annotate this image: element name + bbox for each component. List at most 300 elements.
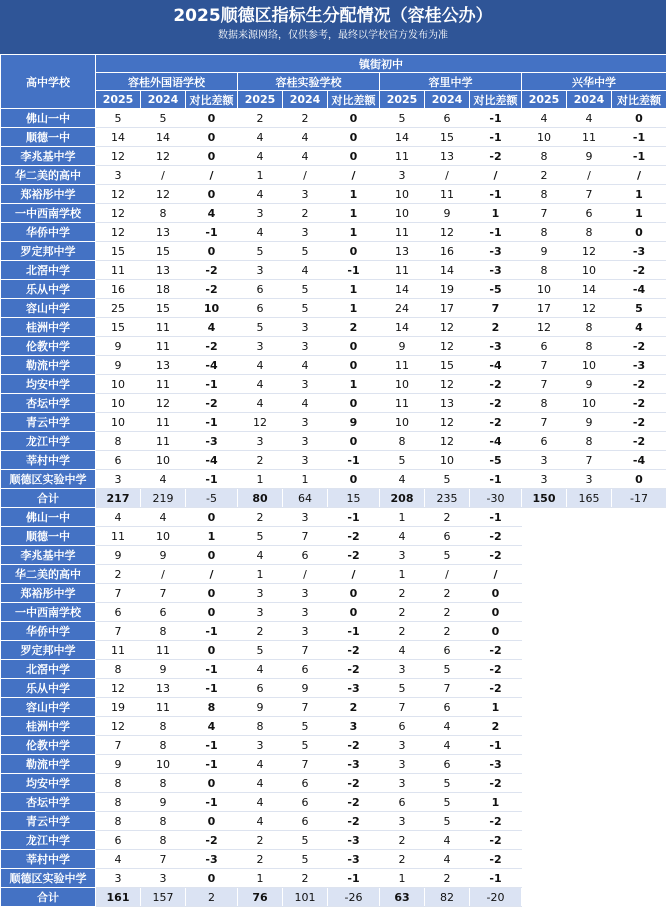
- value-cell: 2: [425, 622, 470, 641]
- empty-cell: [567, 527, 612, 546]
- diff-cell: -2: [328, 641, 380, 660]
- value-cell: 9: [567, 147, 612, 166]
- diff-header: 对比差额: [470, 91, 522, 109]
- diff-cell: 0: [186, 812, 238, 831]
- value-cell: 4: [141, 470, 186, 489]
- value-cell: 63: [380, 888, 425, 907]
- value-cell: 8: [141, 717, 186, 736]
- value-cell: 8: [567, 223, 612, 242]
- value-cell: 2: [380, 831, 425, 850]
- empty-cell: [567, 584, 612, 603]
- diff-cell: -1: [470, 508, 522, 527]
- diff-cell: 1: [328, 223, 380, 242]
- value-cell: 8: [238, 717, 283, 736]
- value-cell: 6: [283, 793, 328, 812]
- value-cell: 9: [96, 337, 141, 356]
- diff-cell: 0: [328, 356, 380, 375]
- school-name: 华二美的高中: [1, 565, 96, 584]
- value-cell: 2: [425, 508, 470, 527]
- value-cell: 12: [425, 413, 470, 432]
- value-cell: 4: [283, 261, 328, 280]
- school-name: 龙江中学: [1, 831, 96, 850]
- value-cell: 7: [522, 413, 567, 432]
- value-cell: 4: [425, 736, 470, 755]
- value-cell: 64: [283, 489, 328, 508]
- value-cell: 13: [141, 679, 186, 698]
- value-cell: 8: [522, 223, 567, 242]
- diff-cell: 0: [328, 109, 380, 128]
- diff-cell: -2: [470, 850, 522, 869]
- value-cell: 5: [425, 774, 470, 793]
- value-cell: 3: [96, 869, 141, 888]
- diff-cell: -2: [328, 660, 380, 679]
- value-cell: 8: [96, 660, 141, 679]
- diff-cell: -2: [470, 812, 522, 831]
- empty-cell: [612, 527, 666, 546]
- diff-cell: -2: [612, 432, 666, 451]
- value-cell: 14: [567, 280, 612, 299]
- value-cell: 10: [522, 280, 567, 299]
- value-cell: 3: [380, 812, 425, 831]
- value-cell: 13: [425, 147, 470, 166]
- value-cell: 3: [238, 261, 283, 280]
- diff-cell: -2: [328, 546, 380, 565]
- value-cell: 12: [141, 185, 186, 204]
- table-row: [1, 565, 666, 584]
- value-cell: 8: [567, 432, 612, 451]
- value-cell: 11: [380, 261, 425, 280]
- school-name: 均安中学: [1, 774, 96, 793]
- school-name: 华侨中学: [1, 223, 96, 242]
- value-cell: 4: [238, 755, 283, 774]
- value-cell: 4: [425, 831, 470, 850]
- value-cell: 10: [380, 375, 425, 394]
- value-cell: 8: [567, 337, 612, 356]
- diff-cell: -1: [186, 375, 238, 394]
- school-name: 一中西南学校: [1, 603, 96, 622]
- school-header: 容桂外国语学校: [96, 73, 238, 91]
- diff-cell: 1: [328, 280, 380, 299]
- diff-cell: -3: [470, 755, 522, 774]
- diff-cell: -3: [328, 850, 380, 869]
- empty-cell: [522, 698, 567, 717]
- school-name: 莘村中学: [1, 850, 96, 869]
- value-cell: 3: [380, 546, 425, 565]
- school-name: 容山中学: [1, 698, 96, 717]
- table-row: [1, 470, 666, 489]
- diff-cell: 0: [186, 546, 238, 565]
- diff-cell: 7: [470, 299, 522, 318]
- value-cell: 11: [141, 337, 186, 356]
- value-cell: 11: [380, 223, 425, 242]
- diff-cell: 0: [328, 128, 380, 147]
- value-cell: 12: [141, 147, 186, 166]
- diff-cell: 0: [186, 128, 238, 147]
- value-cell: 2: [425, 869, 470, 888]
- table-row: [1, 584, 666, 603]
- empty-cell: [567, 565, 612, 584]
- diff-cell: 4: [186, 318, 238, 337]
- table-row: [1, 185, 666, 204]
- value-cell: 5: [238, 527, 283, 546]
- value-cell: 3: [96, 166, 141, 185]
- diff-cell: -2: [328, 793, 380, 812]
- diff-cell: 0: [186, 603, 238, 622]
- diff-cell: -2: [470, 546, 522, 565]
- diff-cell: 0: [328, 432, 380, 451]
- empty-cell: [612, 850, 666, 869]
- table-row: [1, 356, 666, 375]
- value-cell: 16: [96, 280, 141, 299]
- diff-cell: 0: [328, 242, 380, 261]
- value-cell: 2: [238, 831, 283, 850]
- diff-cell: 0: [470, 584, 522, 603]
- empty-cell: [612, 793, 666, 812]
- diff-cell: /: [328, 166, 380, 185]
- value-cell: 12: [96, 185, 141, 204]
- diff-cell: 0: [186, 641, 238, 660]
- value-cell: 10: [522, 128, 567, 147]
- empty-cell: [612, 888, 666, 907]
- diff-cell: 0: [186, 147, 238, 166]
- value-cell: 14: [380, 128, 425, 147]
- value-cell: 1: [380, 508, 425, 527]
- diff-cell: -2: [470, 774, 522, 793]
- value-cell: 9: [96, 356, 141, 375]
- value-cell: 15: [96, 242, 141, 261]
- school-header: 容桂实验学校: [238, 73, 380, 91]
- table-row: [1, 679, 666, 698]
- empty-cell: [567, 888, 612, 907]
- diff-cell: -3: [186, 850, 238, 869]
- diff-cell: 15: [328, 489, 380, 508]
- diff-cell: 0: [186, 508, 238, 527]
- value-cell: 4: [380, 470, 425, 489]
- value-cell: 7: [522, 356, 567, 375]
- diff-cell: -1: [328, 508, 380, 527]
- value-cell: 9: [141, 660, 186, 679]
- diff-cell: -2: [470, 660, 522, 679]
- diff-header: 对比差额: [612, 91, 666, 109]
- diff-cell: 0: [186, 109, 238, 128]
- value-cell: 6: [96, 831, 141, 850]
- value-cell: 6: [96, 451, 141, 470]
- table-row: [1, 527, 666, 546]
- empty-cell: [612, 736, 666, 755]
- diff-cell: -2: [328, 774, 380, 793]
- diff-cell: -2: [470, 527, 522, 546]
- table-row: [1, 546, 666, 565]
- year-header: 2025: [96, 91, 141, 109]
- empty-cell: [522, 793, 567, 812]
- value-cell: 3: [283, 375, 328, 394]
- diff-cell: 0: [328, 147, 380, 166]
- diff-cell: -2: [612, 413, 666, 432]
- diff-cell: -5: [470, 280, 522, 299]
- empty-cell: [522, 869, 567, 888]
- table-row: [1, 755, 666, 774]
- value-cell: 9: [238, 698, 283, 717]
- value-cell: 10: [96, 375, 141, 394]
- empty-cell: [522, 736, 567, 755]
- diff-cell: -3: [186, 432, 238, 451]
- value-cell: 7: [283, 698, 328, 717]
- value-cell: 10: [380, 413, 425, 432]
- value-cell: 7: [567, 451, 612, 470]
- diff-cell: /: [470, 565, 522, 584]
- value-cell: 10: [96, 413, 141, 432]
- empty-cell: [567, 622, 612, 641]
- value-cell: /: [141, 565, 186, 584]
- empty-cell: [522, 888, 567, 907]
- value-cell: 8: [141, 204, 186, 223]
- diff-cell: /: [328, 565, 380, 584]
- value-cell: 8: [141, 736, 186, 755]
- value-cell: 11: [380, 147, 425, 166]
- value-cell: 15: [141, 242, 186, 261]
- value-cell: 12: [425, 375, 470, 394]
- value-cell: 3: [567, 470, 612, 489]
- value-cell: 7: [522, 204, 567, 223]
- value-cell: 2: [238, 850, 283, 869]
- diff-cell: 4: [612, 318, 666, 337]
- value-cell: 1: [238, 166, 283, 185]
- diff-cell: -1: [186, 755, 238, 774]
- diff-cell: -4: [186, 356, 238, 375]
- value-cell: 7: [567, 185, 612, 204]
- school-name: 龙江中学: [1, 432, 96, 451]
- empty-cell: [522, 622, 567, 641]
- empty-cell: [567, 603, 612, 622]
- diff-cell: /: [186, 166, 238, 185]
- value-cell: 2: [380, 603, 425, 622]
- value-cell: 4: [238, 546, 283, 565]
- empty-cell: [567, 869, 612, 888]
- diff-cell: -30: [470, 489, 522, 508]
- value-cell: 12: [567, 299, 612, 318]
- value-cell: 6: [425, 527, 470, 546]
- value-cell: 7: [425, 679, 470, 698]
- empty-cell: [612, 603, 666, 622]
- value-cell: 2: [522, 166, 567, 185]
- table-row: [1, 413, 666, 432]
- diff-cell: 8: [186, 698, 238, 717]
- school-name: 罗定邦中学: [1, 641, 96, 660]
- value-cell: 6: [380, 717, 425, 736]
- value-cell: 14: [96, 128, 141, 147]
- school-name: 顺德一中: [1, 527, 96, 546]
- group-header: 镇街初中: [96, 55, 666, 73]
- diff-cell: -4: [612, 451, 666, 470]
- value-cell: 4: [238, 812, 283, 831]
- value-cell: 6: [283, 660, 328, 679]
- value-cell: 19: [425, 280, 470, 299]
- value-cell: 7: [96, 622, 141, 641]
- diff-cell: 4: [186, 204, 238, 223]
- diff-cell: -3: [470, 261, 522, 280]
- value-cell: 6: [425, 641, 470, 660]
- value-cell: 9: [567, 413, 612, 432]
- diff-cell: -1: [186, 679, 238, 698]
- value-cell: 7: [96, 736, 141, 755]
- diff-cell: -2: [612, 337, 666, 356]
- value-cell: 2: [96, 565, 141, 584]
- school-header: 兴华中学: [522, 73, 666, 91]
- value-cell: 6: [283, 812, 328, 831]
- empty-cell: [522, 812, 567, 831]
- diff-cell: 0: [470, 622, 522, 641]
- table-row: [1, 223, 666, 242]
- diff-cell: -1: [186, 470, 238, 489]
- value-cell: 16: [425, 242, 470, 261]
- value-cell: 10: [141, 527, 186, 546]
- empty-cell: [522, 679, 567, 698]
- value-cell: 5: [238, 641, 283, 660]
- value-cell: 6: [283, 774, 328, 793]
- year-header: 2025: [238, 91, 283, 109]
- empty-cell: [567, 698, 612, 717]
- value-cell: 13: [141, 356, 186, 375]
- value-cell: 6: [380, 793, 425, 812]
- value-cell: 10: [96, 394, 141, 413]
- empty-cell: [567, 717, 612, 736]
- value-cell: 5: [283, 736, 328, 755]
- value-cell: 7: [141, 584, 186, 603]
- table-row: [1, 793, 666, 812]
- diff-cell: -2: [328, 527, 380, 546]
- empty-cell: [612, 869, 666, 888]
- empty-cell: [522, 546, 567, 565]
- table-row: [1, 299, 666, 318]
- value-cell: 11: [141, 432, 186, 451]
- empty-cell: [567, 508, 612, 527]
- value-cell: 4: [283, 147, 328, 166]
- value-cell: 19: [96, 698, 141, 717]
- diff-cell: -2: [328, 736, 380, 755]
- diff-cell: -3: [470, 337, 522, 356]
- empty-cell: [567, 812, 612, 831]
- value-cell: 13: [380, 242, 425, 261]
- value-cell: 3: [283, 413, 328, 432]
- value-cell: 235: [425, 489, 470, 508]
- diff-cell: -2: [328, 812, 380, 831]
- total-label: 合计: [1, 489, 96, 508]
- value-cell: 2: [380, 622, 425, 641]
- value-cell: 10: [141, 755, 186, 774]
- allocation-table: [0, 54, 666, 907]
- value-cell: 3: [238, 736, 283, 755]
- diff-cell: 1: [470, 204, 522, 223]
- value-cell: 3: [141, 869, 186, 888]
- value-cell: 12: [425, 432, 470, 451]
- table-row: [1, 432, 666, 451]
- value-cell: 10: [567, 394, 612, 413]
- value-cell: 219: [141, 489, 186, 508]
- school-name: 杏坛中学: [1, 394, 96, 413]
- diff-cell: -2: [612, 375, 666, 394]
- diff-cell: 0: [186, 185, 238, 204]
- value-cell: 3: [283, 337, 328, 356]
- value-cell: 3: [283, 185, 328, 204]
- value-cell: 4: [238, 774, 283, 793]
- value-cell: 15: [141, 299, 186, 318]
- empty-cell: [522, 641, 567, 660]
- diff-cell: -3: [328, 831, 380, 850]
- diff-cell: -2: [612, 394, 666, 413]
- school-name: 乐从中学: [1, 679, 96, 698]
- value-cell: 8: [96, 812, 141, 831]
- diff-cell: -1: [612, 128, 666, 147]
- empty-cell: [522, 850, 567, 869]
- school-column-header: 高中学校: [1, 55, 96, 109]
- total-row: [1, 888, 666, 907]
- value-cell: 2: [238, 622, 283, 641]
- value-cell: 7: [141, 850, 186, 869]
- diff-cell: -4: [612, 280, 666, 299]
- value-cell: 10: [567, 261, 612, 280]
- diff-cell: 0: [186, 869, 238, 888]
- value-cell: 80: [238, 489, 283, 508]
- value-cell: 5: [425, 546, 470, 565]
- value-cell: 12: [96, 679, 141, 698]
- diff-cell: 2: [470, 318, 522, 337]
- value-cell: /: [425, 166, 470, 185]
- school-name: 青云中学: [1, 413, 96, 432]
- empty-cell: [612, 831, 666, 850]
- value-cell: 5: [425, 660, 470, 679]
- value-cell: 3: [380, 774, 425, 793]
- empty-cell: [522, 527, 567, 546]
- value-cell: 82: [425, 888, 470, 907]
- diff-cell: -2: [612, 261, 666, 280]
- value-cell: 2: [238, 109, 283, 128]
- value-cell: 8: [522, 261, 567, 280]
- value-cell: 3: [283, 318, 328, 337]
- value-cell: 1: [380, 565, 425, 584]
- year-header: 2024: [283, 91, 328, 109]
- value-cell: 3: [522, 470, 567, 489]
- table-row: [1, 204, 666, 223]
- diff-cell: 2: [186, 888, 238, 907]
- school-name: 北滘中学: [1, 261, 96, 280]
- value-cell: 3: [283, 451, 328, 470]
- value-cell: 18: [141, 280, 186, 299]
- value-cell: 9: [96, 546, 141, 565]
- value-cell: 1: [238, 565, 283, 584]
- empty-cell: [567, 755, 612, 774]
- total-row: [1, 489, 666, 508]
- empty-cell: [612, 584, 666, 603]
- school-name: 李兆基中学: [1, 147, 96, 166]
- value-cell: /: [283, 565, 328, 584]
- value-cell: 5: [425, 470, 470, 489]
- diff-cell: -1: [186, 793, 238, 812]
- diff-cell: -3: [612, 356, 666, 375]
- value-cell: 12: [425, 318, 470, 337]
- school-name: 桂洲中学: [1, 318, 96, 337]
- school-name: 杏坛中学: [1, 793, 96, 812]
- diff-cell: 1: [328, 204, 380, 223]
- value-cell: 14: [380, 280, 425, 299]
- value-cell: 6: [238, 679, 283, 698]
- empty-cell: [612, 641, 666, 660]
- value-cell: 8: [522, 394, 567, 413]
- diff-cell: -1: [470, 109, 522, 128]
- value-cell: 3: [238, 584, 283, 603]
- value-cell: 1: [283, 470, 328, 489]
- diff-cell: -4: [186, 451, 238, 470]
- value-cell: 2: [238, 451, 283, 470]
